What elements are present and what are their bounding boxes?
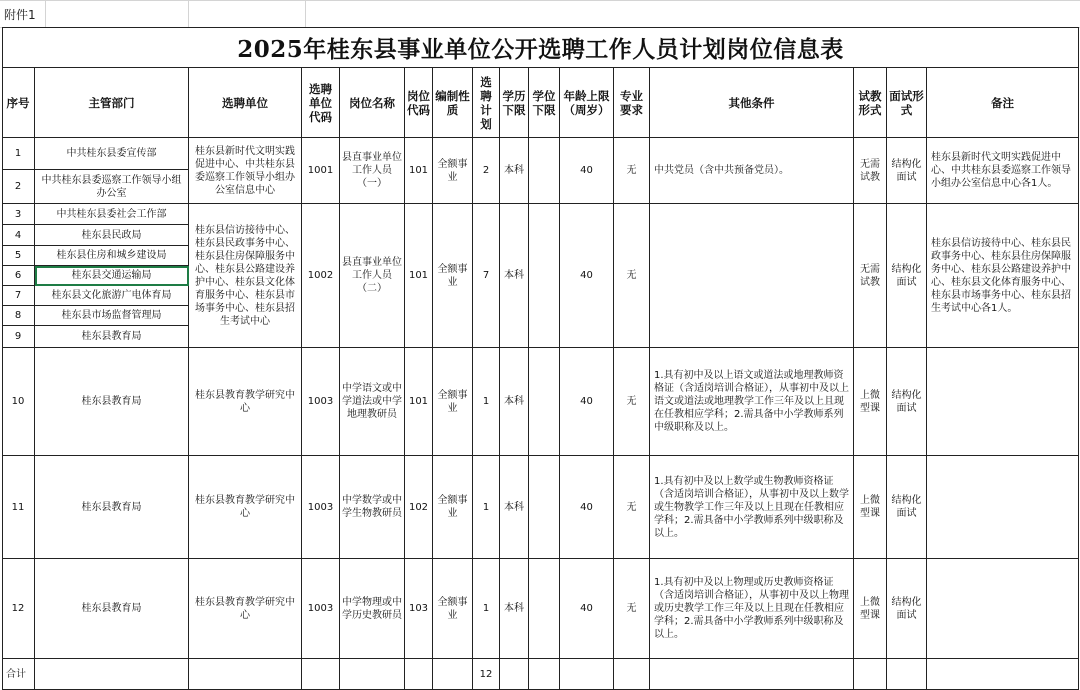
interview-cell[interactable]: 结构化面试 — [887, 138, 927, 204]
post-name-cell[interactable]: 中学物理或中学历史教研员 — [340, 559, 405, 659]
header-nature[interactable]: 编制性质 — [433, 68, 473, 138]
nature-cell[interactable]: 全额事业 — [433, 348, 473, 456]
header-dept[interactable]: 主管部门 — [35, 68, 189, 138]
interview-cell[interactable]: 结构化面试 — [887, 559, 927, 659]
other-cell[interactable]: 中共党员（含中共预备党员）。 — [650, 138, 854, 204]
post-name-cell[interactable]: 中学数学或中学生物教研员 — [340, 456, 405, 559]
cell-c1[interactable] — [188, 0, 306, 27]
edu-cell[interactable]: 本科 — [500, 348, 529, 456]
interview-cell[interactable]: 结构化面试 — [887, 204, 927, 348]
total-empty-cell[interactable] — [302, 659, 340, 690]
dept-cell-selected[interactable]: 桂东县交通运输局 — [35, 266, 189, 286]
other-cell[interactable]: 1.具有初中及以上语文或道法或地理教师资格证（含适岗培训合格证），从事初中及以上语文或道法或地理教学工作三年及以上且现在任教相应学科；2.需具备中小学教师系列中级职称及以上。 — [650, 348, 854, 456]
header-age[interactable]: 年龄上限（周岁） — [560, 68, 614, 138]
plan-cell[interactable]: 2 — [473, 138, 500, 204]
header-major[interactable]: 专业要求 — [614, 68, 650, 138]
seq-cell[interactable]: 4 — [2, 225, 35, 246]
edu-cell[interactable]: 本科 — [500, 204, 529, 348]
dept-cell[interactable]: 桂东县教育局 — [35, 559, 189, 659]
post-code-cell[interactable]: 102 — [405, 456, 433, 559]
cell-b1[interactable] — [45, 0, 189, 27]
major-cell[interactable]: 无 — [614, 559, 650, 659]
header-post-name[interactable]: 岗位名称 — [340, 68, 405, 138]
post-code-cell[interactable]: 101 — [405, 138, 433, 204]
total-empty-cell[interactable] — [340, 659, 405, 690]
remark-cell[interactable] — [927, 348, 1079, 456]
unit-code-cell[interactable]: 1003 — [302, 456, 340, 559]
total-empty-cell[interactable] — [433, 659, 473, 690]
age-cell[interactable]: 40 — [560, 204, 614, 348]
total-empty-cell[interactable] — [500, 659, 529, 690]
seq-cell[interactable]: 9 — [2, 326, 35, 348]
dept-cell[interactable]: 中共桂东县委宣传部 — [35, 138, 189, 170]
exam-cell[interactable]: 上微型课 — [854, 456, 887, 559]
nature-cell[interactable]: 全额事业 — [433, 559, 473, 659]
total-plan-cell[interactable]: 12 — [473, 659, 500, 690]
header-interview[interactable]: 面试形式 — [887, 68, 927, 138]
remark-cell[interactable] — [927, 456, 1079, 559]
interview-cell[interactable]: 结构化面试 — [887, 348, 927, 456]
degree-cell[interactable] — [529, 348, 560, 456]
degree-cell[interactable] — [529, 204, 560, 348]
unit-cell[interactable]: 桂东县教育教学研究中心 — [189, 348, 302, 456]
appendix-label[interactable]: 附件1 — [4, 8, 36, 22]
post-code-cell[interactable]: 103 — [405, 559, 433, 659]
nature-cell[interactable]: 全额事业 — [433, 204, 473, 348]
plan-cell[interactable]: 1 — [473, 559, 500, 659]
dept-cell[interactable]: 桂东县教育局 — [35, 348, 189, 456]
major-cell[interactable]: 无 — [614, 204, 650, 348]
dept-cell[interactable]: 中共桂东县委社会工作部 — [35, 204, 189, 225]
seq-cell[interactable]: 10 — [2, 348, 35, 456]
total-empty-cell[interactable] — [614, 659, 650, 690]
plan-cell[interactable]: 1 — [473, 456, 500, 559]
header-degree[interactable]: 学位下限 — [529, 68, 560, 138]
seq-cell[interactable]: 11 — [2, 456, 35, 559]
degree-cell[interactable] — [529, 456, 560, 559]
major-cell[interactable]: 无 — [614, 348, 650, 456]
unit-code-cell[interactable]: 1003 — [302, 559, 340, 659]
total-empty-cell[interactable] — [35, 659, 189, 690]
header-edu[interactable]: 学历下限 — [500, 68, 529, 138]
total-empty-cell[interactable] — [854, 659, 887, 690]
header-exam[interactable]: 试教形式 — [854, 68, 887, 138]
header-unit-code[interactable]: 选聘单位代码 — [302, 68, 340, 138]
exam-cell[interactable]: 上微型课 — [854, 559, 887, 659]
total-empty-cell[interactable] — [650, 659, 854, 690]
seq-cell[interactable]: 12 — [2, 559, 35, 659]
dept-cell[interactable]: 桂东县民政局 — [35, 225, 189, 246]
dept-cell[interactable]: 桂东县教育局 — [35, 456, 189, 559]
total-empty-cell[interactable] — [887, 659, 927, 690]
age-cell[interactable]: 40 — [560, 559, 614, 659]
dept-cell[interactable]: 中共桂东县委巡察工作领导小组办公室 — [35, 170, 189, 204]
seq-cell[interactable]: 8 — [2, 306, 35, 326]
seq-cell[interactable]: 2 — [2, 170, 35, 204]
total-empty-cell[interactable] — [529, 659, 560, 690]
interview-cell[interactable]: 结构化面试 — [887, 456, 927, 559]
post-name-cell[interactable]: 中学语文或中学道法或中学地理教研员 — [340, 348, 405, 456]
age-cell[interactable]: 40 — [560, 348, 614, 456]
total-label[interactable]: 合计 — [2, 659, 35, 690]
total-empty-cell[interactable] — [927, 659, 1079, 690]
dept-cell[interactable]: 桂东县教育局 — [35, 326, 189, 348]
seq-cell[interactable]: 7 — [2, 286, 35, 306]
remark-cell[interactable]: 桂东县信访接待中心、桂东县民政事务中心、桂东县住房保障服务中心、桂东县公路建设养护中心、桂东县文化体育服务中心、桂东县市场事务中心、桂东县招生考试中心各1人。 — [927, 204, 1079, 348]
header-other[interactable]: 其他条件 — [650, 68, 854, 138]
degree-cell[interactable] — [529, 138, 560, 204]
exam-cell[interactable]: 无需试教 — [854, 204, 887, 348]
unit-code-cell[interactable]: 1003 — [302, 348, 340, 456]
major-cell[interactable]: 无 — [614, 456, 650, 559]
header-remark[interactable]: 备注 — [927, 68, 1079, 138]
dept-cell[interactable]: 桂东县文化旅游广电体育局 — [35, 286, 189, 306]
plan-cell[interactable]: 7 — [473, 204, 500, 348]
total-empty-cell[interactable] — [405, 659, 433, 690]
header-plan[interactable]: 选聘计划 — [473, 68, 500, 138]
dept-cell[interactable]: 桂东县市场监督管理局 — [35, 306, 189, 326]
header-post-code[interactable]: 岗位代码 — [405, 68, 433, 138]
nature-cell[interactable]: 全额事业 — [433, 456, 473, 559]
total-empty-cell[interactable] — [189, 659, 302, 690]
post-name-cell[interactable]: 县直事业单位工作人员（二） — [340, 204, 405, 348]
edu-cell[interactable]: 本科 — [500, 456, 529, 559]
unit-code-cell[interactable]: 1001 — [302, 138, 340, 204]
remark-cell[interactable]: 桂东县新时代文明实践促进中心、中共桂东县委巡察工作领导小组办公室信息中心各1人。 — [927, 138, 1079, 204]
unit-cell[interactable]: 桂东县教育教学研究中心 — [189, 456, 302, 559]
unit-cell[interactable]: 桂东县新时代文明实践促进中心、中共桂东县委巡察工作领导小组办公室信息中心 — [189, 138, 302, 204]
unit-cell[interactable]: 桂东县信访接待中心、桂东县民政事务中心、桂东县住房保障服务中心、桂东县公路建设养护中心、桂东县文化体育服务中心、桂东县市场事务中心、桂东县招生考试中心 — [189, 204, 302, 348]
other-cell[interactable] — [650, 204, 854, 348]
seq-cell[interactable]: 6 — [2, 266, 35, 286]
plan-cell[interactable]: 1 — [473, 348, 500, 456]
page-title[interactable]: 2025年桂东县事业单位公开选聘工作人员计划岗位信息表 — [2, 27, 1079, 68]
degree-cell[interactable] — [529, 559, 560, 659]
post-code-cell[interactable]: 101 — [405, 204, 433, 348]
other-cell[interactable]: 1.具有初中及以上物理或历史教师资格证（含适岗培训合格证），从事初中及以上物理或历史教学工作三年及以上且现在任教相应学科；2.需具备中小学教师系列中级职称及以上。 — [650, 559, 854, 659]
age-cell[interactable]: 40 — [560, 138, 614, 204]
header-seq[interactable]: 序号 — [2, 68, 35, 138]
unit-cell[interactable]: 桂东县教育教学研究中心 — [189, 559, 302, 659]
seq-cell[interactable]: 5 — [2, 246, 35, 266]
major-cell[interactable]: 无 — [614, 138, 650, 204]
seq-cell[interactable]: 3 — [2, 204, 35, 225]
seq-cell[interactable]: 1 — [2, 138, 35, 170]
header-unit[interactable]: 选聘单位 — [189, 68, 302, 138]
unit-code-cell[interactable]: 1002 — [302, 204, 340, 348]
post-code-cell[interactable]: 101 — [405, 348, 433, 456]
age-cell[interactable]: 40 — [560, 456, 614, 559]
exam-cell[interactable]: 无需试教 — [854, 138, 887, 204]
other-cell[interactable]: 1.具有初中及以上数学或生物教师资格证（含适岗培训合格证），从事初中及以上数学或生物教学工作三年及以上且现在任教相应学科；2.需具备中小学教师系列中级职称及以上。 — [650, 456, 854, 559]
remark-cell[interactable] — [927, 559, 1079, 659]
post-name-cell[interactable]: 县直事业单位工作人员（一） — [340, 138, 405, 204]
nature-cell[interactable]: 全额事业 — [433, 138, 473, 204]
dept-cell[interactable]: 桂东县住房和城乡建设局 — [35, 246, 189, 266]
edu-cell[interactable]: 本科 — [500, 559, 529, 659]
total-empty-cell[interactable] — [560, 659, 614, 690]
exam-cell[interactable]: 上微型课 — [854, 348, 887, 456]
edu-cell[interactable]: 本科 — [500, 138, 529, 204]
